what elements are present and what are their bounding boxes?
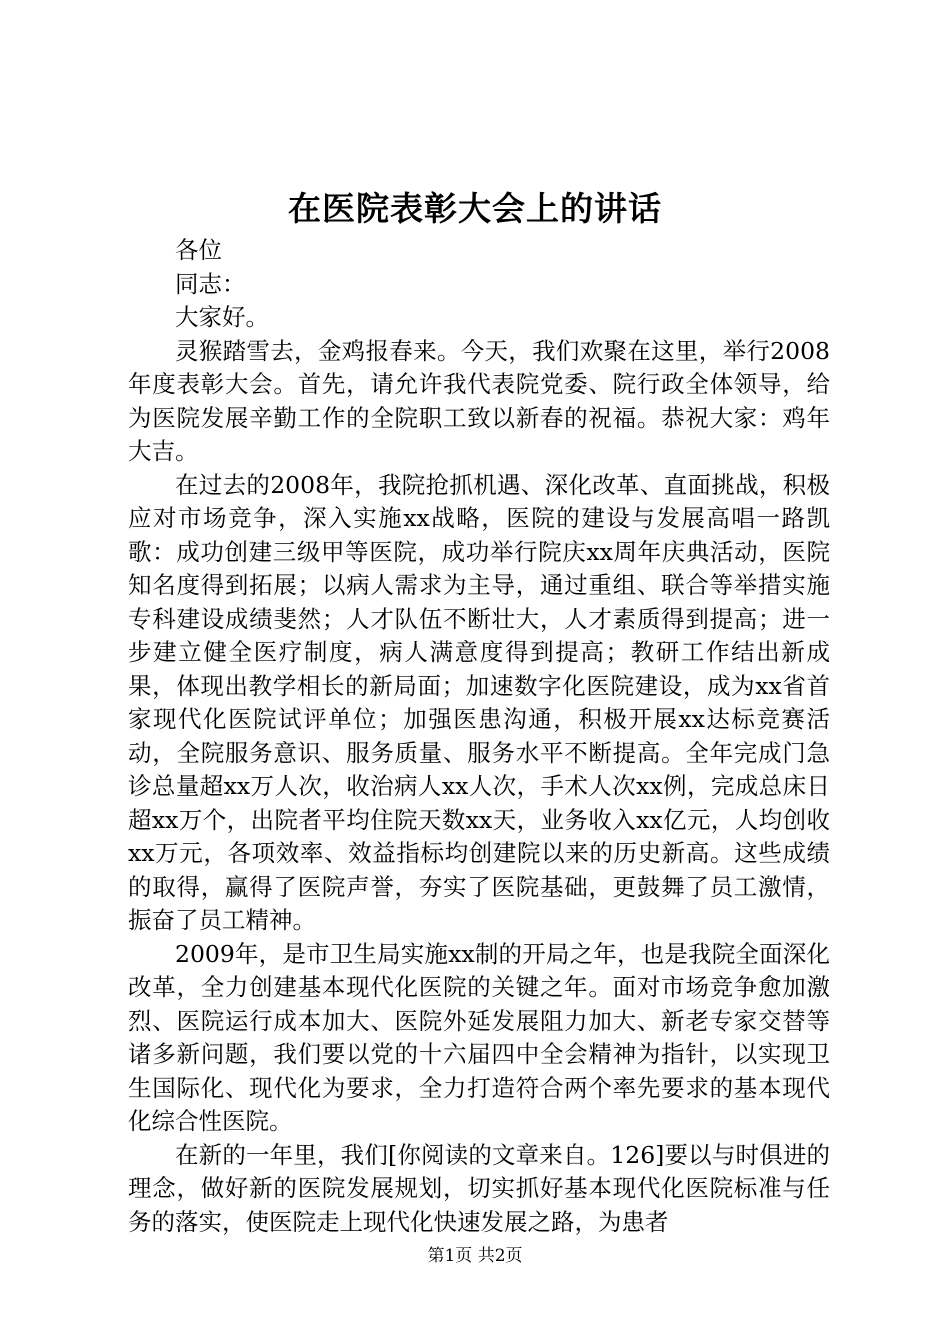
paragraph: 灵猴踏雪去，金鸡报春来。今天，我们欢聚在这里，举行2008年度表彰大会。首先，请允许我代表院党委、院行政全体领导，给为医院发展辛勤工作的全院职工致以新春的祝福。恭祝大家：鸡年大吉。 [128,336,830,465]
document-title: 在医院表彰大会上的讲话 [288,189,662,228]
paragraph: 在新的一年里，我们[你阅读的文章来自。126]要以与时俱进的理念，做好新的医院发展规划，切实抓好基本现代化医院标准与任务的落实，使医院走上现代化快速发展之路，为患者 [128,1140,830,1236]
document-body [128,234,830,1239]
paragraph-greeting: 大家好。 [175,303,269,331]
paragraph: 在过去的2008年，我院抢抓机遇、深化改革、直面挑战，积极应对市场竞争，深入实施xx战略，医院的建设与发展高唱一路凯歌：成功创建三级甲等医院，成功举行院庆xx周年庆典活动，医院知名度得到拓展；以病人需求为主导，通过重组、联合等举措实施专科建设成绩斐然；人才队伍不断壮大，人才素质得到提高；进一步建立健全医疗制度，病人满意度得到提高；教研工作结出新成果，体现出教学相长的新局面；加速数字化医院建设，成为xx省首家现代化医院试评单位；加强医患沟通，积极开展xx达标竞赛活动，全院服务意识、服务质量、服务水平不断提高。全年完成门急诊总量超xx万人次，收治病人xx人次，手术人次xx例，完成总床日超xx万个，出院者平均住院天数xx天，业务收入xx亿元，人均创收xx万元，各项效率、效益指标均创建院以来的历史新高。这些成绩的取得，赢得了医院声誉，夯实了医院基础，更鼓舞了员工激情，振奋了员工精神。 [128,470,830,934]
paragraph-salutation-2: 同志： [175,269,246,298]
page-footer: 第1页 共2页 [427,1246,523,1266]
paragraph-salutation-1: 各位 [175,236,222,264]
paragraph: 2009年，是市卫生局实施xx制的开局之年，也是我院全面深化改革，全力创建基本现代化医院的关键之年。面对市场竞争愈加激烈、医院运行成本加大、医院外延发展阻力加大、新老专家交替等诸多新问题，我们要以党的十六届四中全会精神为指针，以实现卫生国际化、现代化为要求，全力打造符合两个率先要求的基本现代化综合性医院。 [128,939,830,1135]
